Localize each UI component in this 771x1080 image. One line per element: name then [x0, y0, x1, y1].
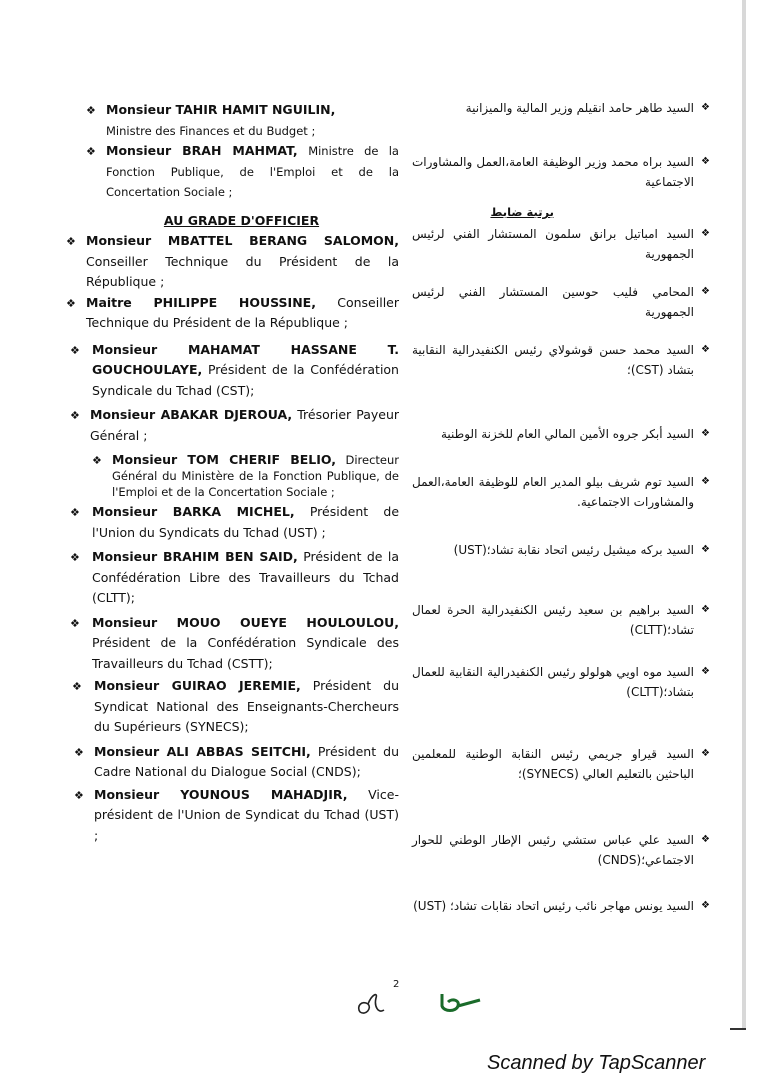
list-item	[412, 282, 710, 322]
list-item	[412, 744, 710, 784]
bullet-icon: ❖	[701, 286, 710, 297]
list-item	[412, 600, 710, 640]
bullet-icon: ❖	[701, 834, 710, 845]
bullet-icon: ❖	[701, 476, 710, 487]
bullet-icon: ❖	[701, 544, 710, 555]
person-title: Trésorier Payeur Général ;	[90, 407, 400, 443]
section-heading-arabic: برتبة ضابط	[490, 205, 554, 219]
list-item	[64, 785, 399, 847]
page-edge-corner	[730, 1028, 746, 1030]
arabic-entry-text: السيد قيراو جريمي رئيس النقابة الوطنية للمعلمين الباحثين بالتعليم العالي (SYNECS)؛	[412, 747, 694, 781]
person-name: Monsieur MOUO OUEYE HOULOULOU,	[92, 614, 399, 630]
diamond-bullet-icon: ❖	[92, 454, 102, 467]
list-item	[64, 502, 399, 543]
list-item	[412, 424, 710, 444]
signature-initials-image	[352, 984, 512, 1024]
arabic-entry-text: السيد أبكر جروه الأمين المالي العام للخزنة الوطنية	[440, 427, 694, 441]
list-item	[412, 98, 710, 118]
page-edge-shadow	[742, 0, 746, 1030]
bullet-icon: ❖	[701, 900, 710, 911]
person-title: Directeur Général du Ministère de la Fonction Publique, de l'Emploi et de la Concertation Sociale ;	[112, 453, 399, 499]
diamond-bullet-icon: ❖	[66, 235, 76, 248]
list-item	[412, 152, 710, 192]
list-item	[64, 231, 399, 293]
bullet-icon: ❖	[701, 604, 710, 615]
person-name: Monsieur BARKA MICHEL,	[92, 504, 295, 519]
diamond-bullet-icon: ❖	[70, 616, 80, 630]
diamond-bullet-icon: ❖	[86, 145, 96, 158]
person-name: Monsieur MBATTEL BERANG SALOMON,	[86, 233, 399, 248]
bullet-icon: ❖	[701, 228, 710, 239]
arabic-entry-text: السيد توم شريف بيلو المدير العام للوظيفة العامة،العمل والمشاورات الاجتماعية.	[412, 475, 694, 509]
list-item	[64, 293, 399, 334]
arabic-entry-text: السيد امباتيل برانق سلمون المستشار الفني لرئيس الجمهورية	[412, 227, 694, 261]
list-item	[64, 405, 399, 446]
diamond-bullet-icon: ❖	[86, 104, 96, 117]
person-title: Conseiller Technique du Président de la République ;	[86, 253, 399, 289]
person-name: Monsieur MAHAMAT HASSANE T. GOUCHOULAYE,	[92, 341, 399, 377]
person-title: Président de la Confédération Syndicale des Travailleurs du Tchad (CSTT);	[92, 635, 399, 671]
bullet-icon: ❖	[701, 666, 710, 677]
arabic-entry-text: السيد بركه ميشيل رئيس اتحاد نقابة تشاد؛(UST)	[453, 543, 694, 557]
arabic-entry-text: السيد براهيم بن سعيد رئيس الكنفيدرالية الحرة لعمال تشاد؛(CLTT)	[412, 603, 694, 637]
person-name: Monsieur ABAKAR DJEROUA,	[90, 407, 293, 422]
section-heading: AU GRADE D'OFFICIER	[163, 212, 320, 228]
person-title: Président de la Confédération Syndicale du Tchad (CST);	[92, 362, 399, 398]
arabic-entry-text: السيد علي عباس ستشي رئيس الإطار الوطني للحوار الاجتماعي؛(CNDS)	[412, 833, 694, 867]
bullet-icon: ❖	[701, 748, 710, 759]
bullet-icon: ❖	[701, 156, 710, 167]
person-name: Monsieur BRAHIM BEN SAID,	[92, 549, 298, 564]
list-item	[64, 547, 399, 609]
list-item	[64, 141, 399, 203]
person-name: Monsieur BRAH MAHMAT,	[106, 143, 298, 158]
person-title: Président de la Confédération Libre des Travailleurs du Tchad (CLTT);	[92, 549, 399, 605]
diamond-bullet-icon: ❖	[74, 788, 84, 802]
diamond-bullet-icon: ❖	[70, 506, 80, 519]
bullet-icon: ❖	[701, 102, 710, 113]
diamond-bullet-icon: ❖	[72, 680, 82, 693]
list-item	[64, 340, 399, 402]
bullet-icon: ❖	[701, 428, 710, 439]
arabic-entry-text: السيد محمد حسن قوشولاي رئيس الكنفيدرالية النقابية بتشاد (CST)؛	[412, 343, 694, 377]
arabic-entry-text: السيد طاهر حامد انقيلم وزير المالية والميزانية	[465, 101, 694, 115]
person-name: Monsieur GUIRAO JEREMIE,	[94, 678, 301, 693]
arabic-entry-text: السيد يونس مهاجر نائب رئيس اتحاد نقابات تشاد؛ (UST)	[413, 899, 694, 913]
scanner-watermark: Scanned by TapScanner	[487, 1052, 706, 1074]
arabic-entry-text: السيد براه محمد وزير الوظيفة العامة،العمل والمشاورات الاجتماعية	[412, 155, 694, 189]
list-item	[412, 662, 710, 702]
person-name: Maitre PHILIPPE HOUSSINE,	[86, 294, 316, 310]
list-item	[412, 340, 710, 380]
person-title: Président du Cadre National du Dialogue Social (CNDS);	[94, 743, 399, 779]
diamond-bullet-icon: ❖	[66, 296, 76, 310]
person-title: Conseiller Technique du Président de la République ;	[86, 294, 399, 330]
diamond-bullet-icon: ❖	[70, 409, 80, 422]
arabic-entry-text: المحامي فليب حوسين المستشار الفني لرئيس الجمهورية	[412, 285, 694, 319]
person-name: Monsieur TOM CHERIF BELIO,	[112, 452, 337, 467]
list-item	[64, 613, 399, 675]
person-name: Monsieur YOUNOUS MAHADJIR,	[94, 786, 348, 802]
list-item	[412, 830, 710, 870]
person-name: Monsieur ALI ABBAS SEITCHI,	[94, 743, 311, 759]
person-title: Ministre de la Fonction Publique, de l'Emploi et de la Concertation Sociale ;	[106, 144, 399, 199]
list-item	[64, 742, 399, 783]
french-column	[64, 100, 399, 846]
list-item	[412, 896, 710, 916]
arabic-entry-text: السيد موه اويي هولولو رئيس الكنفيدرالية النقابية للعمال بتشاد؛(CLTT)	[412, 665, 694, 699]
person-name: Monsieur TAHIR HAMIT NGUILIN,	[106, 102, 336, 117]
diamond-bullet-icon: ❖	[70, 343, 80, 357]
list-item	[412, 224, 710, 264]
list-item	[412, 472, 710, 512]
person-title: Président du Syndicat National des Enseignants-Chercheurs du Supérieurs (SYNECS);	[94, 678, 399, 734]
person-title: Vice-président de l'Union de Syndicat du Tchad (UST) ;	[94, 786, 399, 843]
list-item	[412, 540, 710, 560]
person-title: Ministre des Finances et du Budget ;	[106, 123, 316, 138]
diamond-bullet-icon: ❖	[70, 551, 80, 564]
bullet-icon: ❖	[701, 344, 710, 355]
diamond-bullet-icon: ❖	[74, 745, 84, 759]
list-item	[64, 676, 399, 738]
list-item	[64, 100, 399, 141]
page-number: 2	[393, 979, 400, 990]
list-item	[64, 452, 399, 500]
person-title: Président de l'Union du Syndicats du Tchad (UST) ;	[92, 504, 400, 540]
